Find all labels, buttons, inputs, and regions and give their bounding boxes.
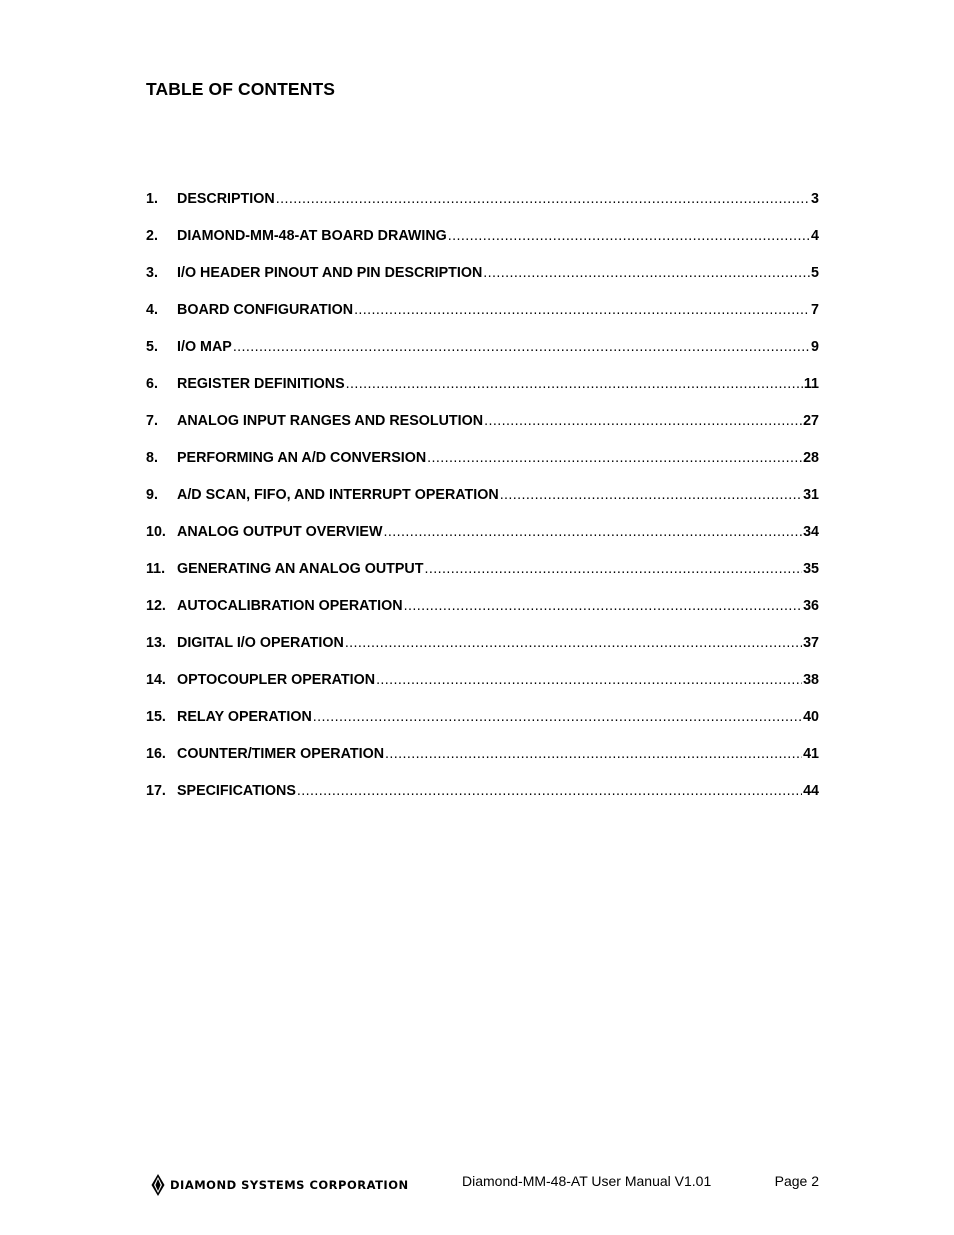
toc-entry-label: DIAMOND-MM-48-AT BOARD DRAWING: [177, 228, 447, 244]
company-logo: [151, 1174, 409, 1196]
toc-dot-leader: [500, 487, 802, 503]
toc-entry-page: 9: [811, 339, 819, 355]
toc-entry-number: 12.: [146, 598, 166, 614]
toc-entry[interactable]: [146, 228, 819, 265]
toc-list: [146, 191, 819, 820]
toc-dot-leader: [376, 672, 802, 688]
toc-entry-label: COUNTER/TIMER OPERATION: [177, 746, 385, 762]
toc-entry-number: 2.: [146, 228, 158, 244]
toc-entry[interactable]: [146, 376, 819, 413]
toc-entry-label: BOARD CONFIGURATION: [177, 302, 354, 318]
toc-entry-page: 41: [803, 746, 819, 762]
toc-entry[interactable]: [146, 413, 819, 450]
toc-entry-page: 7: [811, 302, 819, 318]
page-number: Page 2: [774, 1173, 819, 1189]
toc-entry-label: OPTOCOUPLER OPERATION: [177, 672, 376, 688]
toc-entry-label: ANALOG OUTPUT OVERVIEW: [177, 524, 383, 540]
toc-entry-label: I/O HEADER PINOUT AND PIN DESCRIPTION: [177, 265, 483, 281]
toc-entry[interactable]: [146, 598, 819, 635]
toc-entry-number: 11.: [146, 561, 166, 577]
page-title: TABLE OF CONTENTS: [146, 79, 336, 99]
toc-entry-page: 34: [803, 524, 819, 540]
toc-entry[interactable]: [146, 746, 819, 783]
toc-entry-number: 1.: [146, 191, 158, 207]
toc-entry-number: 17.: [146, 783, 166, 799]
toc-dot-leader: [276, 191, 810, 207]
toc-entry-number: 9.: [146, 487, 158, 503]
toc-entry-page: 3: [811, 191, 819, 207]
toc-entry-label: I/O MAP: [177, 339, 232, 355]
toc-entry-number: 10.: [146, 524, 166, 540]
toc-entry-number: 4.: [146, 302, 158, 318]
toc-entry-label: ANALOG INPUT RANGES AND RESOLUTION: [177, 413, 484, 429]
toc-dot-leader: [448, 228, 810, 244]
toc-entry-number: 13.: [146, 635, 166, 651]
toc-dot-leader: [346, 376, 803, 392]
toc-entry-label: REGISTER DEFINITIONS: [177, 376, 345, 392]
toc-dot-leader: [424, 561, 802, 577]
toc-entry-page: 37: [803, 635, 819, 651]
toc-entry-page: 11: [803, 376, 819, 392]
toc-entry-page: 28: [803, 450, 819, 466]
toc-dot-leader: [404, 598, 803, 614]
diamond-icon: [151, 1174, 165, 1196]
toc-entry-page: 38: [803, 672, 819, 688]
toc-entry[interactable]: [146, 561, 819, 598]
toc-entry-number: 16.: [146, 746, 166, 762]
toc-entry[interactable]: [146, 709, 819, 746]
toc-entry-label: GENERATING AN ANALOG OUTPUT: [177, 561, 424, 577]
toc-dot-leader: [345, 635, 802, 651]
toc-dot-leader: [385, 746, 802, 762]
toc-entry[interactable]: [146, 487, 819, 524]
toc-entry-number: 8.: [146, 450, 158, 466]
toc-entry-page: 5: [811, 265, 819, 281]
toc-entry[interactable]: [146, 265, 819, 302]
toc-entry-page: 31: [803, 487, 819, 503]
toc-dot-leader: [313, 709, 802, 725]
toc-entry-label: PERFORMING AN A/D CONVERSION: [177, 450, 427, 466]
toc-entry-number: 7.: [146, 413, 158, 429]
toc-entry-label: SPECIFICATIONS: [177, 783, 296, 799]
toc-dot-leader: [354, 302, 810, 318]
toc-entry-page: 40: [803, 709, 819, 725]
toc-entry-page: 27: [803, 413, 819, 429]
toc-entry[interactable]: [146, 450, 819, 487]
toc-dot-leader: [383, 524, 802, 540]
toc-entry-label: DESCRIPTION: [177, 191, 275, 207]
toc-dot-leader: [483, 265, 810, 281]
toc-entry-number: 6.: [146, 376, 158, 392]
toc-entry-page: 36: [803, 598, 819, 614]
toc-entry-number: 5.: [146, 339, 158, 355]
toc-entry[interactable]: [146, 339, 819, 376]
toc-entry-page: 44: [803, 783, 819, 799]
toc-dot-leader: [297, 783, 802, 799]
toc-entry-number: 3.: [146, 265, 158, 281]
toc-entry-label: RELAY OPERATION: [177, 709, 312, 725]
toc-entry[interactable]: [146, 672, 819, 709]
toc-dot-leader: [427, 450, 802, 466]
toc-dot-leader: [233, 339, 810, 355]
toc-entry-label: AUTOCALIBRATION OPERATION: [177, 598, 403, 614]
page-footer: [0, 1170, 954, 1200]
company-name: DIAMOND SYSTEMS CORPORATION: [170, 1178, 409, 1192]
toc-dot-leader: [484, 413, 802, 429]
toc-entry[interactable]: [146, 302, 819, 339]
toc-entry[interactable]: [146, 635, 819, 672]
manual-title: Diamond-MM-48-AT User Manual V1.01: [462, 1173, 712, 1189]
toc-entry[interactable]: [146, 191, 819, 228]
toc-entry-number: 14.: [146, 672, 166, 688]
toc-entry-number: 15.: [146, 709, 166, 725]
toc-entry-label: DIGITAL I/O OPERATION: [177, 635, 344, 651]
toc-entry-page: 4: [811, 228, 819, 244]
toc-entry-page: 35: [803, 561, 819, 577]
toc-entry[interactable]: [146, 783, 819, 820]
toc-entry-label: A/D SCAN, FIFO, AND INTERRUPT OPERATION: [177, 487, 499, 503]
toc-entry[interactable]: [146, 524, 819, 561]
